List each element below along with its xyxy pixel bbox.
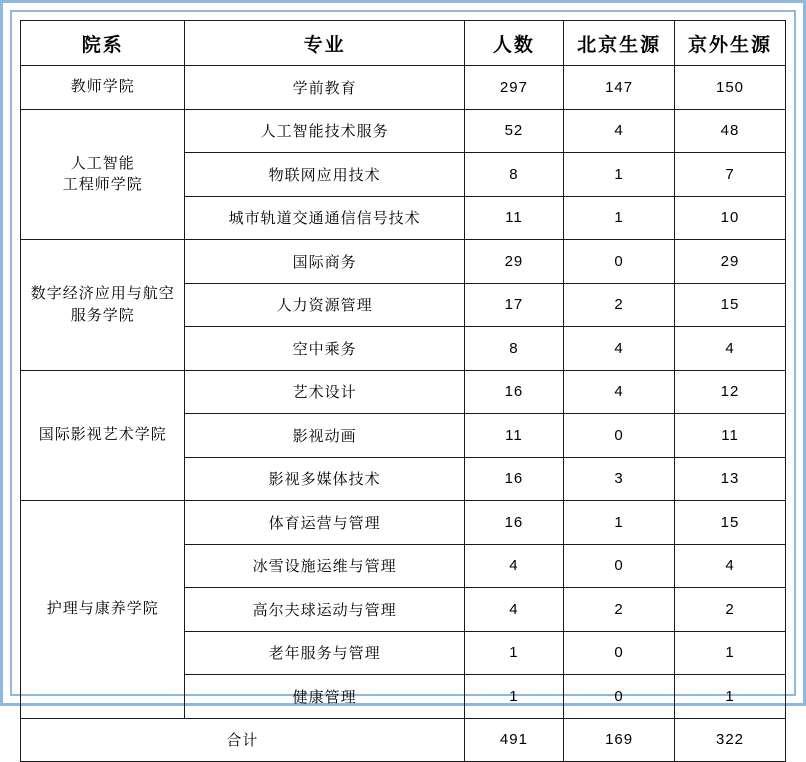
- department-line-2: 工程师学院: [62, 176, 143, 194]
- cell-outside: 11: [675, 414, 786, 458]
- cell-outside: 1: [675, 675, 786, 719]
- cell-total-label: 合计: [21, 718, 465, 762]
- cell-major: 人工智能技术服务: [185, 109, 464, 153]
- cell-count: 11: [464, 414, 563, 458]
- cell-outside: 15: [675, 283, 786, 327]
- table-total-row: [21, 718, 786, 762]
- cell-outside: 29: [675, 240, 786, 284]
- column-header-beijing: 北京生源: [564, 21, 675, 66]
- cell-total-beijing: 169: [564, 718, 675, 762]
- cell-department: 国际影视艺术学院: [21, 370, 185, 501]
- table-row: [21, 240, 786, 284]
- cell-beijing: 1: [564, 501, 675, 545]
- cell-major: 影视多媒体技术: [185, 457, 464, 501]
- cell-beijing: 2: [564, 588, 675, 632]
- cell-beijing: 2: [564, 283, 675, 327]
- department-line-1: 数字经济应用与航空: [30, 285, 175, 302]
- cell-outside: 4: [675, 544, 786, 588]
- cell-beijing: 0: [564, 631, 675, 675]
- cell-beijing: 3: [564, 457, 675, 501]
- cell-department: 教师学院: [21, 66, 185, 110]
- cell-outside: 48: [675, 109, 786, 153]
- cell-count: 16: [464, 370, 563, 414]
- cell-major: 老年服务与管理: [185, 631, 464, 675]
- table-header: [21, 21, 786, 66]
- cell-department: [21, 109, 185, 240]
- cell-major: 人力资源管理: [185, 283, 464, 327]
- table-row: [21, 66, 786, 110]
- cell-count: 29: [464, 240, 563, 284]
- cell-major: 体育运营与管理: [185, 501, 464, 545]
- document-inner-frame: [10, 10, 796, 750]
- table-header-row: [21, 21, 786, 66]
- cell-major: 冰雪设施运维与管理: [185, 544, 464, 588]
- cell-count: 16: [464, 501, 563, 545]
- cell-beijing: 0: [564, 240, 675, 284]
- cell-outside: 7: [675, 153, 786, 197]
- cell-outside: 2: [675, 588, 786, 632]
- cell-beijing: 0: [564, 414, 675, 458]
- cell-total-outside: 322: [675, 718, 786, 762]
- cell-total-count: 491: [464, 718, 563, 762]
- cell-beijing: 0: [564, 544, 675, 588]
- cell-outside: 1: [675, 631, 786, 675]
- cell-major: 健康管理: [185, 675, 464, 719]
- cell-major: 影视动画: [185, 414, 464, 458]
- cell-outside: 4: [675, 327, 786, 371]
- cell-count: 1: [464, 631, 563, 675]
- department-line-2: 服务学院: [70, 306, 135, 324]
- cell-major: 国际商务: [185, 240, 464, 284]
- column-header-count: 人数: [464, 21, 563, 66]
- enrollment-table: [20, 20, 786, 762]
- cell-count: 8: [464, 153, 563, 197]
- cell-major: 艺术设计: [185, 370, 464, 414]
- cell-beijing: 4: [564, 327, 675, 371]
- cell-count: 297: [464, 66, 563, 110]
- cell-major: 城市轨道交通通信信号技术: [185, 196, 464, 240]
- cell-major: 学前教育: [185, 66, 464, 110]
- cell-count: 11: [464, 196, 563, 240]
- table-row: [21, 501, 786, 545]
- cell-count: 4: [464, 588, 563, 632]
- cell-outside: 150: [675, 66, 786, 110]
- cell-count: 4: [464, 544, 563, 588]
- cell-beijing: 147: [564, 66, 675, 110]
- cell-count: 17: [464, 283, 563, 327]
- cell-outside: 15: [675, 501, 786, 545]
- cell-count: 52: [464, 109, 563, 153]
- cell-beijing: 0: [564, 675, 675, 719]
- cell-major: 空中乘务: [185, 327, 464, 371]
- cell-beijing: 1: [564, 196, 675, 240]
- table-row: [21, 109, 786, 153]
- cell-count: 1: [464, 675, 563, 719]
- cell-outside: 12: [675, 370, 786, 414]
- cell-outside: 13: [675, 457, 786, 501]
- cell-beijing: 4: [564, 109, 675, 153]
- table-body: [21, 66, 786, 762]
- cell-department: [21, 240, 185, 371]
- column-header-department: 院系: [21, 21, 185, 66]
- column-header-major: 专业: [185, 21, 464, 66]
- cell-beijing: 4: [564, 370, 675, 414]
- cell-count: 8: [464, 327, 563, 371]
- cell-outside: 10: [675, 196, 786, 240]
- cell-department: 护理与康养学院: [21, 501, 185, 719]
- department-line-1: 人工智能: [70, 154, 135, 172]
- cell-count: 16: [464, 457, 563, 501]
- table-row: [21, 370, 786, 414]
- cell-beijing: 1: [564, 153, 675, 197]
- column-header-outside: 京外生源: [675, 21, 786, 66]
- cell-major: 高尔夫球运动与管理: [185, 588, 464, 632]
- cell-major: 物联网应用技术: [185, 153, 464, 197]
